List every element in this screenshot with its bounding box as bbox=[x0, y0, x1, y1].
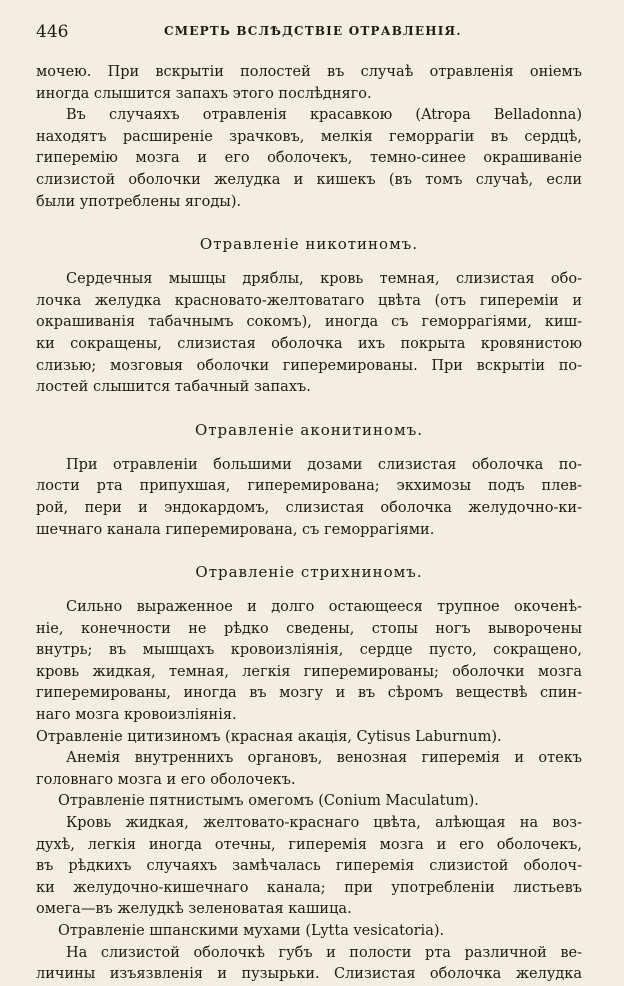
text-line: въ рѣдкихъ случаяхъ замѣчалась гиперемія слизистой оболоч- bbox=[36, 858, 582, 875]
text-line: шечнаго канала гиперемирована, съ геморрагіями. bbox=[36, 521, 435, 538]
text-line: слизистой оболочки желудка и кишекъ (въ томъ случаѣ, если bbox=[36, 171, 582, 188]
text-line: Въ случаяхъ отравленія красавкою (Atropa Belladonna) bbox=[66, 107, 582, 124]
section-heading-aconitine: Отравленіе аконитиномъ. bbox=[194, 420, 424, 439]
section-heading-strychnine: Отравленіе стрихниномъ. bbox=[195, 563, 423, 582]
text-line: На слизистой оболочкѣ губъ и полости рта различной ве- bbox=[66, 944, 582, 961]
text-line: окрашиванія табачнымъ сокомъ), иногда съ геморрагіями, киш- bbox=[36, 314, 582, 331]
text-line: кровь жидкая, темная, легкія гиперемированы; оболочки мозга bbox=[36, 663, 582, 680]
text-line: Сердечныя мышцы дряблы, кровь темная, слизистая обо- bbox=[66, 271, 582, 288]
text-line: внутрь; въ мышцахъ кровоизліянія, сердце пусто, сокращено, bbox=[36, 642, 582, 659]
text-line: Анемія внутреннихъ органовъ, венозная гиперемія и отекъ bbox=[66, 750, 582, 767]
text-line: ки сокращены, слизистая оболочка ихъ покрыта кровянистою bbox=[36, 335, 582, 352]
text-line: ки желудочно-кишечнаго канала; при употребленіи листьевъ bbox=[36, 879, 582, 896]
text-line: лости рта припухшая, гиперемирована; экхимозы подъ плев- bbox=[36, 478, 582, 495]
text-line: лостей слышится табачный запахъ. bbox=[36, 379, 311, 396]
page-number: 446 bbox=[36, 22, 69, 42]
text-line: были употреблены ягоды). bbox=[36, 193, 242, 210]
page-header bbox=[36, 22, 580, 44]
text-line: омега—въ желудкѣ зеленоватая кашица. bbox=[36, 901, 352, 918]
text-line: головнаго мозга и его оболочекъ. bbox=[36, 771, 296, 788]
text-line: духѣ, легкія иногда отечны, гиперемія мозга и его оболочекъ, bbox=[36, 836, 582, 853]
text-line: иногда слышится запахъ этого послѣдняго. bbox=[36, 85, 372, 102]
text-line: При отравленіи большими дозами слизистая оболочка по- bbox=[66, 456, 582, 473]
text-line: гиперемію мозга и его оболочекъ, темно-синее окрашиваніе bbox=[36, 150, 582, 167]
text-line: личины изъязвленія и пузырьки. Слизистая оболочка желудка bbox=[36, 966, 582, 983]
inline-heading-cytisine: Отравленіе цитизиномъ (красная акація, Cytisus Laburnum). bbox=[36, 728, 502, 745]
text-line: слизью; мозговыя оболочки гиперемированы. При вскрытіи по- bbox=[36, 357, 582, 374]
text-line: ніе, конечности не рѣдко сведены, стопы ногъ выворочены bbox=[36, 620, 582, 637]
text-line: лочка желудка красновато-желтоватаго цвѣта (отъ гипереміи и bbox=[36, 292, 582, 309]
text-line: гиперемированы, иногда въ мозгу и въ сѣромъ веществѣ спин- bbox=[36, 685, 582, 702]
text-line: мочею. При вскрытіи полостей въ случаѣ отравленія оніемъ bbox=[36, 64, 582, 80]
text-line: Сильно выраженное и долго остающееся трупное окоченѣ- bbox=[66, 599, 582, 616]
inline-heading-conium: Отравленіе пятнистымъ омегомъ (Conium Maculatum). bbox=[58, 793, 479, 810]
section-heading-nicotine: Отравленіе никотиномъ. bbox=[199, 235, 419, 254]
inline-heading-lytta: Отравленіе шпанскими мухами (Lytta vesicatoria). bbox=[58, 923, 445, 939]
text-line: Кровь жидкая, желтовато-краснаго цвѣта, алѣющая на воз- bbox=[66, 815, 582, 832]
running-title: СМЕРТЬ ВСЛѢДСТВІЕ ОТРАВЛЕНІЯ. bbox=[164, 24, 462, 38]
text-line: наго мозга кровоизліянія. bbox=[36, 707, 237, 724]
text-line: рой, пери и эндокардомъ, слизистая оболочка желудочно-ки- bbox=[36, 499, 582, 516]
text-line: находятъ расширеніе зрачковъ, мелкія геморрагіи въ сердцѣ, bbox=[36, 128, 582, 145]
page-body bbox=[36, 62, 582, 986]
